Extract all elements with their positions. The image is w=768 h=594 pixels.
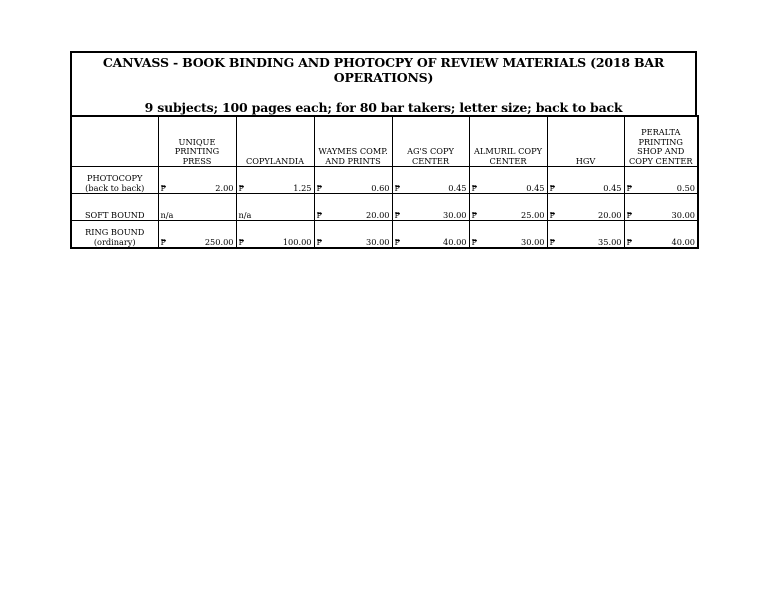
price-cell	[158, 167, 236, 194]
price-value: 30.00	[671, 209, 695, 220]
sheet-title: CANVASS - BOOK BINDING AND PHOTOCPY OF REVIEW MATERIALS (2018 BAR OPERATIONS)	[102, 55, 665, 85]
price-value: 0.60	[371, 182, 390, 193]
price-value: 20.00	[366, 209, 390, 220]
price-cell	[392, 194, 469, 221]
price-value: 40.00	[443, 236, 467, 247]
header-row	[71, 116, 698, 167]
peso-symbol: ₱	[394, 237, 401, 247]
price-value: 35.00	[598, 236, 622, 247]
price-cell	[236, 167, 314, 194]
corner-cell	[71, 116, 158, 167]
price-cell	[547, 194, 624, 221]
column-header: UNIQUE PRINTING PRESS	[158, 116, 236, 167]
price-cell	[624, 221, 698, 249]
price-value: 30.00	[521, 236, 545, 247]
peso-symbol: ₱	[549, 210, 556, 220]
peso-symbol: ₱	[316, 210, 323, 220]
peso-symbol: ₱	[471, 183, 478, 193]
peso-symbol: ₱	[316, 183, 323, 193]
canvass-sheet	[70, 51, 697, 249]
price-cell	[392, 221, 469, 249]
price-value: 0.45	[603, 182, 622, 193]
price-value: 25.00	[521, 209, 545, 220]
row-label-line1: PHOTOCOPY	[87, 173, 143, 183]
price-cell	[314, 194, 392, 221]
peso-symbol: ₱	[160, 237, 167, 247]
title-box	[70, 51, 697, 115]
row-label-line1: SOFT BOUND	[84, 209, 145, 220]
price-cell	[236, 221, 314, 249]
price-cell	[392, 167, 469, 194]
price-cell	[236, 194, 314, 221]
column-header: AG'S COPY CENTER	[392, 116, 469, 167]
column-header: ALMURIL COPY CENTER	[469, 116, 547, 167]
peso-symbol: ₱	[394, 183, 401, 193]
sheet-subtitle: 9 subjects; 100 pages each; for 80 bar takers; letter size; back to back	[144, 100, 623, 115]
price-value: 1.25	[293, 182, 312, 193]
peso-symbol: ₱	[626, 183, 633, 193]
peso-symbol: ₱	[626, 210, 633, 220]
row-label-line1: RING BOUND	[85, 227, 145, 237]
price-value: 0.45	[448, 182, 467, 193]
price-value: 250.00	[204, 236, 234, 247]
row-label	[71, 167, 158, 194]
row-label	[71, 194, 158, 221]
column-header: HGV	[547, 116, 624, 167]
price-value: 20.00	[598, 209, 622, 220]
table-row	[71, 194, 698, 221]
table-row	[71, 167, 698, 194]
peso-symbol: ₱	[626, 237, 633, 247]
price-value: 30.00	[366, 236, 390, 247]
price-value: 0.45	[526, 182, 545, 193]
price-cell	[624, 194, 698, 221]
peso-symbol: ₱	[549, 183, 556, 193]
price-value: 30.00	[443, 209, 467, 220]
price-cell	[314, 221, 392, 249]
price-value: 0.50	[676, 182, 695, 193]
na-value: n/a	[238, 209, 252, 220]
column-header: COPYLANDIA	[236, 116, 314, 167]
peso-symbol: ₱	[394, 210, 401, 220]
peso-symbol: ₱	[471, 237, 478, 247]
na-value: n/a	[160, 209, 174, 220]
price-cell	[469, 167, 547, 194]
table-row	[71, 221, 698, 249]
price-value: 100.00	[282, 236, 312, 247]
column-header: PERALTA PRINTING SHOP AND COPY CENTER	[624, 116, 698, 167]
price-value: 2.00	[215, 182, 234, 193]
peso-symbol: ₱	[471, 210, 478, 220]
peso-symbol: ₱	[316, 237, 323, 247]
row-label-line2: (back to back)	[85, 182, 145, 193]
price-cell	[547, 167, 624, 194]
peso-symbol: ₱	[238, 237, 245, 247]
price-value: 40.00	[671, 236, 695, 247]
column-header: WAYMES COMP. AND PRINTS	[314, 116, 392, 167]
row-label-line2: (ordinary)	[93, 236, 136, 247]
peso-symbol: ₱	[160, 183, 167, 193]
price-cell	[547, 221, 624, 249]
price-cell	[469, 194, 547, 221]
price-cell	[469, 221, 547, 249]
price-cell	[624, 167, 698, 194]
peso-symbol: ₱	[238, 183, 245, 193]
price-cell	[158, 194, 236, 221]
price-cell	[158, 221, 236, 249]
row-label	[71, 221, 158, 249]
price-cell	[314, 167, 392, 194]
price-table	[70, 115, 699, 249]
peso-symbol: ₱	[549, 237, 556, 247]
